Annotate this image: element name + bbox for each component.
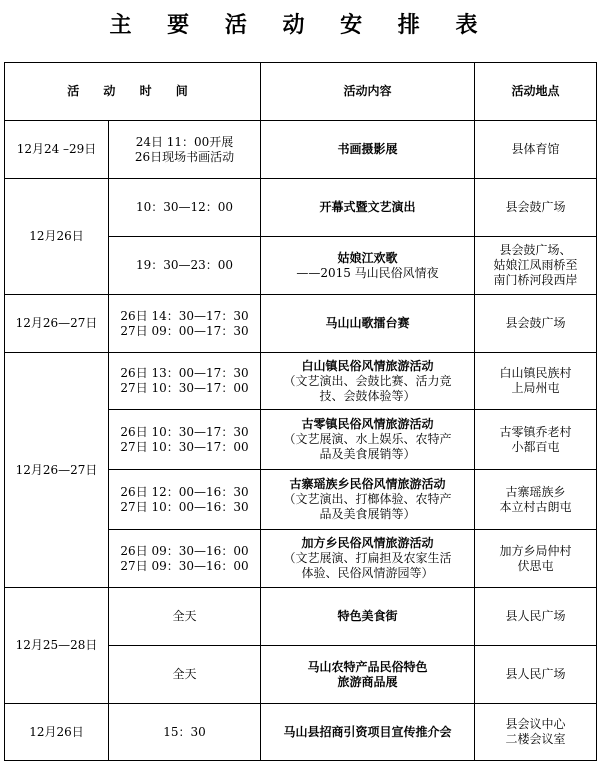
content-title: 白山镇民俗风情旅游活动 [301, 358, 434, 373]
location-cell: 县人民广场 [475, 588, 597, 646]
content-cell [261, 646, 475, 704]
time-line: 26日现场书画活动 [134, 149, 235, 164]
location-line: 二楼会议室 [505, 732, 566, 746]
location-cell [475, 530, 597, 588]
date-cell: 12月26—27日 [5, 353, 109, 588]
time-line: 26日 13：00—17：30 [120, 366, 249, 380]
time-line: 27日 10：00—16：30 [120, 499, 249, 514]
location-line: 上局州屯 [511, 381, 560, 395]
location-cell: 县人民广场 [475, 646, 597, 704]
location-line: 加方乡局仲村 [499, 543, 572, 558]
table-row [5, 121, 597, 179]
content-cell [261, 530, 475, 588]
time-cell [109, 353, 261, 410]
content-cell [261, 470, 475, 530]
time-line: 26日 12：00—16：30 [120, 484, 249, 499]
location-cell: 县体育馆 [475, 121, 597, 179]
content-subtitle: （文艺展演、打扁担及农家生活 [283, 551, 452, 565]
content-subtitle: 技、会鼓体验等） [319, 388, 416, 403]
time-line: 26日 09：30—16：00 [120, 543, 249, 558]
time-cell: 10：30—12：00 [109, 179, 261, 237]
content-cell [261, 353, 475, 410]
content-subtitle: （文艺演出、会鼓比赛、活力竞 [283, 373, 452, 388]
table-row [5, 295, 597, 353]
location-cell [475, 237, 597, 295]
time-cell [109, 121, 261, 179]
location-line: 小都百屯 [511, 439, 560, 454]
table-row [5, 588, 597, 646]
time-cell [109, 470, 261, 530]
time-line: 27日 10：30—17：00 [120, 381, 249, 395]
time-cell [109, 295, 261, 353]
content-cell [261, 410, 475, 470]
time-cell [109, 530, 261, 588]
location-line: 古零镇乔老村 [499, 424, 572, 439]
content-cell: 书画摄影展 [261, 121, 475, 179]
location-line: 本立村古朗屯 [499, 499, 572, 514]
time-cell: 全天 [109, 646, 261, 704]
location-line: 县会议中心 [505, 717, 566, 731]
time-line: 27日 09：30—16：00 [120, 558, 249, 573]
time-cell: 15：30 [109, 704, 261, 761]
location-line: 伏思屯 [517, 558, 554, 573]
content-subtitle: （文艺演出、打榔体验、农特产 [283, 492, 452, 506]
content-title: 加方乡民俗风情旅游活动 [301, 536, 434, 550]
time-cell: 19：30—23：00 [109, 237, 261, 295]
time-cell [109, 410, 261, 470]
content-cell: 开幕式暨文艺演出 [261, 179, 475, 237]
content-cell: 特色美食街 [261, 588, 475, 646]
date-cell: 12月26日 [5, 704, 109, 761]
date-cell: 12月24 –29日 [5, 121, 109, 179]
time-line: 27日 09：00—17：30 [120, 323, 249, 338]
page-title: 主 要 活 动 安 排 表 [109, 13, 492, 38]
content-subtitle: 旅游商品展 [337, 674, 398, 689]
content-subtitle: 体验、民俗风情游园等） [301, 566, 434, 580]
location-line: 姑娘江凤雨桥至 [493, 258, 578, 272]
content-subtitle: 品及美食展销等） [319, 507, 416, 521]
header-content: 活动内容 [261, 63, 475, 121]
location-cell [475, 470, 597, 530]
location-line: 南门桥河段西岸 [493, 273, 578, 287]
content-subtitle: （文艺展演、水上娱乐、农特产 [283, 432, 452, 446]
date-cell: 12月26—27日 [5, 295, 109, 353]
table-row [5, 704, 597, 761]
time-line: 27日 10：30—17：00 [120, 439, 249, 454]
content-title: 姑娘江欢歌 [337, 250, 398, 265]
content-title: 古寨瑶族乡民俗风情旅游活动 [289, 477, 446, 491]
content-cell: 马山山歌擂台赛 [261, 295, 475, 353]
content-subtitle: 品及美食展销等） [319, 447, 416, 461]
time-line: 24日 11：00开展 [135, 134, 234, 149]
header-time: 活 动 时 间 [5, 63, 261, 121]
header-location: 活动地点 [475, 63, 597, 121]
location-line: 白山镇民族村 [499, 366, 572, 380]
content-title: 古零镇民俗风情旅游活动 [301, 417, 434, 431]
location-line: 古寨瑶族乡 [505, 484, 566, 499]
table-row [5, 179, 597, 237]
schedule-table [4, 62, 597, 761]
date-cell: 12月25—28日 [5, 588, 109, 704]
content-cell [261, 237, 475, 295]
time-cell: 全天 [109, 588, 261, 646]
location-cell: 县会鼓广场 [475, 295, 597, 353]
date-cell: 12月26日 [5, 179, 109, 295]
time-line: 26日 14：30—17：30 [120, 308, 249, 323]
location-cell [475, 704, 597, 761]
content-cell: 马山县招商引资项目宣传推介会 [261, 704, 475, 761]
location-cell: 县会鼓广场 [475, 179, 597, 237]
time-line: 26日 10：30—17：30 [120, 424, 249, 439]
content-title: 马山农特产品民俗特色 [307, 659, 428, 674]
location-cell [475, 410, 597, 470]
content-subtitle: ——2015 马山民俗风情夜 [296, 265, 439, 280]
header-row [5, 63, 597, 121]
location-line: 县会鼓广场、 [499, 243, 572, 257]
location-cell [475, 353, 597, 410]
table-row [5, 353, 597, 410]
